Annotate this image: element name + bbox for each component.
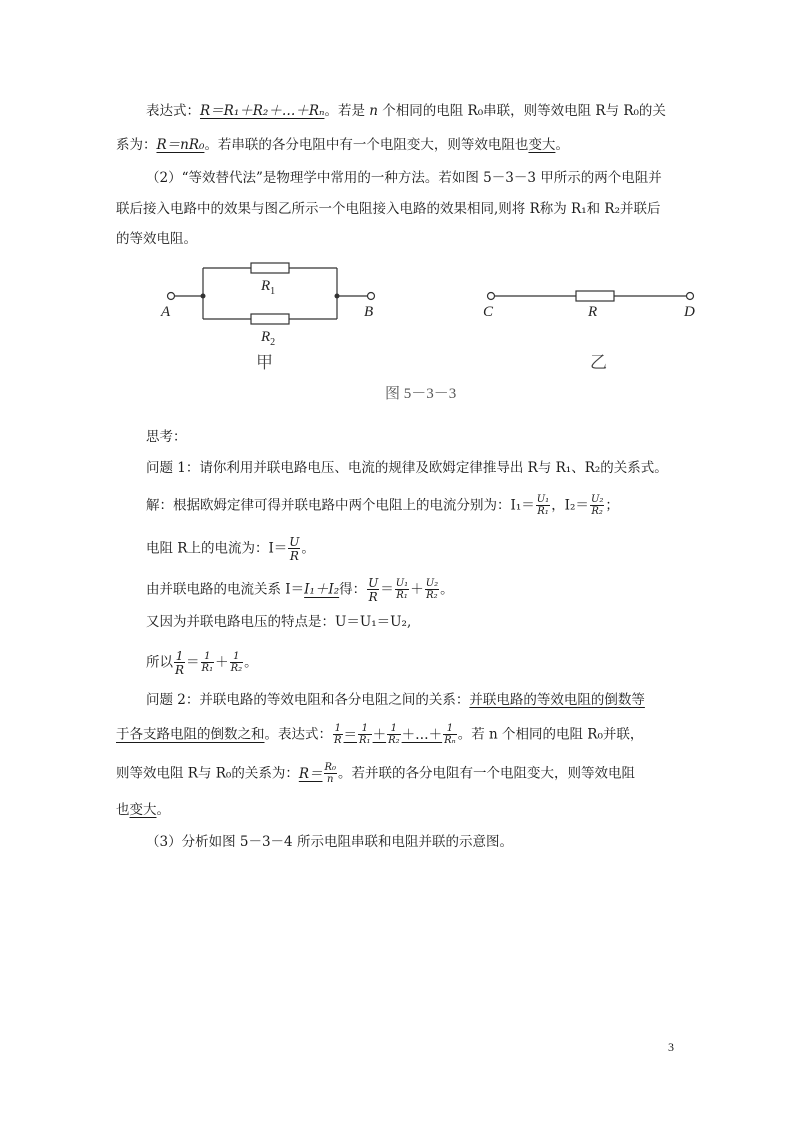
- label-r2: $R_2$: [261, 329, 276, 348]
- text-segment: 则等效电阻 R与 R₀的关系为：: [116, 765, 299, 782]
- question-2-line-1: [146, 690, 645, 710]
- text-segment: ＋…＋: [401, 726, 443, 743]
- question-2-line-2: [116, 724, 643, 746]
- figure-caption: 图 5－3－3: [385, 386, 457, 402]
- fraction-u2-r2: $\frac{\text{U₂}}{\text{R₂}}$: [425, 578, 439, 601]
- text-segment: 问题 2：并联电路的等效电阻和各分电阻之间的关系：: [146, 692, 470, 708]
- fraction-1-r1: $\frac{1}{\text{R₁}}$: [359, 723, 371, 746]
- series-relation-line: [116, 135, 569, 155]
- text-segment: ＋: [215, 654, 229, 671]
- label-d: D: [684, 304, 695, 320]
- text-segment: 。: [244, 654, 258, 671]
- fraction-u-r: $\frac{U}{R}$: [289, 535, 300, 563]
- paragraph-2-line-2: 联后接入电路中的效果与图乙所示一个电阻接入电路的效果相同,则将 R称为 R₁和 R₂并联后: [116, 201, 661, 217]
- junction-left: [201, 294, 206, 299]
- terminal-a: [168, 293, 175, 300]
- text-segment: ＝: [186, 654, 200, 671]
- fraction-1-r2: $\frac{1}{\text{R₂}}$: [230, 651, 243, 674]
- current-line: [146, 536, 315, 562]
- fraction-1-rn: $\frac{1}{\text{Rₙ}}$: [444, 723, 456, 746]
- fraction-1-r: $\frac{1}{R}$: [175, 649, 185, 677]
- text-segment: 。若并联的各分电阻有一个电阻变大，则等效电阻: [338, 765, 636, 782]
- caption-yi: 乙: [590, 353, 607, 372]
- blank-parallel-relation: R＝ $\frac{\text{R₀}}{n}$: [298, 762, 337, 785]
- text-segment: ，I₂＝: [551, 497, 589, 514]
- text-segment: 电阻 R上的电流为：I＝: [146, 540, 288, 557]
- fraction-u-r: $\frac{U}{R}$: [368, 576, 379, 604]
- fraction-1-r1: $\frac{1}{\text{R₁}}$: [201, 651, 214, 674]
- paragraph-2-line-3: 的等效电阻。: [116, 231, 197, 247]
- page-number: 3: [668, 1040, 674, 1054]
- label-expression: 表达式：: [146, 103, 200, 119]
- text-segment: 系为：: [116, 137, 157, 153]
- circuit-figure: [0, 255, 794, 410]
- blank-series-change: 变大: [528, 137, 556, 153]
- caption-jia: 甲: [256, 353, 273, 372]
- junction-right: [335, 294, 340, 299]
- text-segment: 所以: [146, 654, 173, 671]
- fraction-r0-n: $\frac{\text{R₀}}{n}$: [324, 762, 337, 785]
- label-c: C: [483, 304, 494, 320]
- current-relation-line: [146, 577, 454, 603]
- text-segment: ＋: [410, 581, 424, 598]
- question-1: 问题 1：请你利用并联电路电压、电流的规律及欧姆定律推导出 R与 R₁、R₂的关系式。: [146, 460, 668, 476]
- terminal-d: [687, 293, 694, 300]
- blank-parallel-expression: [332, 723, 458, 746]
- text-segment: 也: [116, 802, 130, 818]
- paragraph-2-line-1: （2）“等效替代法”是物理学中常用的一种方法。若如图 5－3－3 甲所示的两个电阻并: [146, 170, 662, 186]
- blank-series-relation: R＝nR₀: [156, 137, 205, 153]
- text-segment: 。若 n 个相同的电阻 R₀并联，: [457, 726, 644, 743]
- question-2-line-3: [116, 763, 635, 785]
- so-line: [146, 650, 258, 676]
- text-segment: 。表达式：: [264, 726, 332, 743]
- text-segment: 得：: [339, 581, 367, 598]
- text-segment: 。若是: [324, 103, 370, 119]
- blank-parallel-change: 变大: [129, 802, 157, 818]
- fraction-u1-r1: $\frac{\text{U₁}}{\text{R₁}}$: [536, 494, 550, 517]
- text-segment: 个相同的电阻 R₀串联，则等效电阻 R与 R₀的关: [377, 103, 666, 119]
- text-segment: 。: [555, 137, 569, 153]
- blank-series-formula: R＝R₁＋R₂＋…＋Rₙ: [200, 103, 325, 119]
- text-segment: 由并联电路的电流关系 I＝: [146, 581, 305, 598]
- single-resistor-circuit: [488, 291, 694, 301]
- solution-line: [146, 495, 619, 517]
- resistor-r2: [251, 314, 289, 324]
- terminal-b: [368, 293, 375, 300]
- text-segment: ；: [605, 497, 619, 514]
- fraction-1-r2: $\frac{1}{\text{R₂}}$: [388, 723, 400, 746]
- label-b: B: [364, 304, 374, 320]
- paragraph-3: （3）分析如图 5－3－4 所示电阻串联和电阻并联的示意图。: [146, 834, 513, 850]
- blank-parallel-rule-1: 并联电路的等效电阻的倒数等: [469, 692, 645, 708]
- question-2-line-4: [116, 800, 170, 820]
- label-r: R: [588, 304, 598, 320]
- text-segment: 。若串联的各分电阻中有一个电阻变大，则等效电阻也: [204, 137, 529, 153]
- text-segment: ＝: [343, 726, 358, 743]
- text-segment: 解：根据欧姆定律可得并联电路中两个电阻上的电流分别为：I₁＝: [146, 497, 535, 514]
- text-segment: 。: [156, 802, 170, 818]
- text-segment: 。: [301, 540, 315, 557]
- text-segment: ＝: [380, 581, 394, 598]
- resistor-r: [576, 291, 614, 301]
- blank-parallel-rule-2: 于各支路电阻的倒数之和: [116, 726, 265, 743]
- voltage-line: 又因为并联电路电压的特点是：U＝U₁＝U₂,: [146, 614, 412, 630]
- n-var: n: [369, 103, 378, 119]
- fraction-u1-r1: $\frac{\text{U₁}}{\text{R₁}}$: [395, 578, 409, 601]
- terminal-c: [488, 293, 495, 300]
- fraction-u2-r2: $\frac{\text{U₂}}{\text{R₂}}$: [590, 494, 604, 517]
- text-segment: 。: [440, 581, 454, 598]
- series-expression-line: [146, 101, 666, 121]
- blank-current-sum: I₁＋I₂: [304, 581, 340, 598]
- label-a: A: [161, 304, 171, 320]
- label-r1: $R_1$: [261, 278, 276, 297]
- resistor-r1: [251, 263, 289, 273]
- think-title: 思考：: [146, 429, 187, 445]
- fraction-1-r: $\frac{1}{R}$: [334, 723, 342, 746]
- text-segment: ＋: [372, 726, 387, 743]
